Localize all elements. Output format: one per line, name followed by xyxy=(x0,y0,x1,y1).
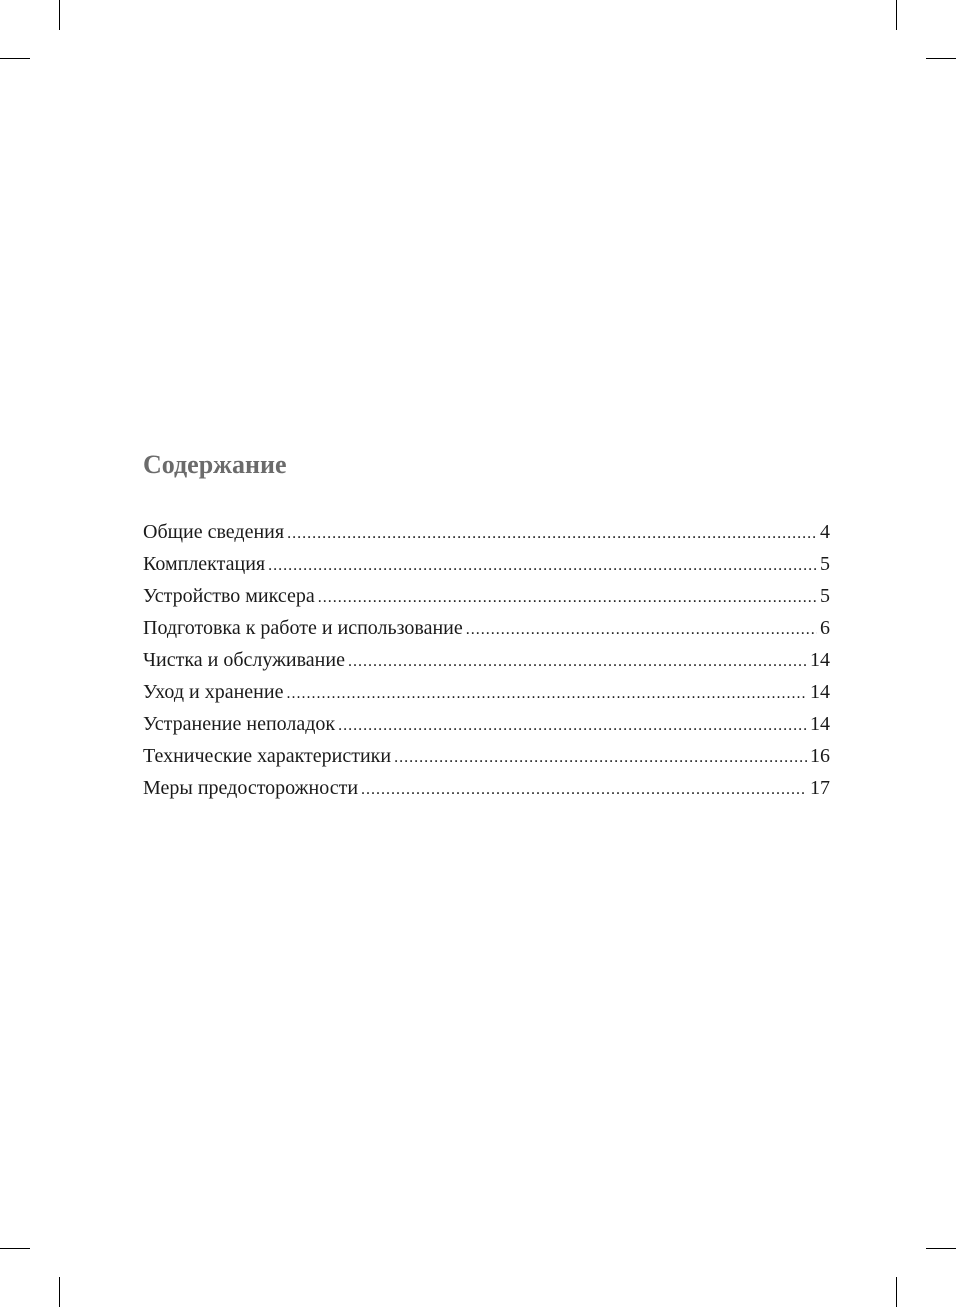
toc-item-page: 6 xyxy=(820,617,830,639)
toc-item[interactable] xyxy=(143,772,830,804)
toc-item-page: 14 xyxy=(810,713,830,735)
toc-item-page: 14 xyxy=(810,649,830,671)
toc-leader-dots xyxy=(287,518,817,548)
toc-item-label: Уход и хранение xyxy=(143,681,284,703)
toc-item-page: 17 xyxy=(810,777,830,799)
crop-mark-bottom-right-vertical xyxy=(896,1277,897,1307)
toc-item-label: Комплектация xyxy=(143,553,266,575)
toc-title: Содержание xyxy=(143,450,287,479)
toc-item[interactable] xyxy=(143,516,830,548)
toc-item[interactable] xyxy=(143,612,830,644)
toc-item-page: 14 xyxy=(810,681,830,703)
toc-leader-dots xyxy=(318,582,817,612)
toc-item-label: Устройство миксера xyxy=(143,585,315,607)
toc-leader-dots xyxy=(268,550,817,580)
toc-leader-dots xyxy=(338,710,807,740)
crop-mark-top-right-vertical xyxy=(896,0,897,30)
toc-item-label: Меры предосторожности xyxy=(143,777,359,799)
toc-item[interactable] xyxy=(143,548,830,580)
toc-item-label: Подготовка к работе и использование xyxy=(143,617,463,639)
crop-mark-bottom-right-horizontal xyxy=(926,1248,956,1249)
table-of-contents xyxy=(143,448,830,804)
toc-item[interactable] xyxy=(143,644,830,676)
toc-item-page: 16 xyxy=(810,745,830,767)
toc-leader-dots xyxy=(361,774,807,804)
toc-list xyxy=(143,516,830,804)
toc-item-label: Чистка и обслуживание xyxy=(143,649,345,671)
toc-item-page: 4 xyxy=(820,521,830,543)
toc-item-label: Технические характеристики xyxy=(143,745,392,767)
crop-mark-top-left-horizontal xyxy=(0,58,30,59)
toc-item-page: 5 xyxy=(820,585,830,607)
toc-item[interactable] xyxy=(143,580,830,612)
toc-item[interactable] xyxy=(143,676,830,708)
crop-mark-top-right-horizontal xyxy=(926,58,956,59)
crop-mark-bottom-left-horizontal xyxy=(0,1248,30,1249)
toc-item-label: Общие сведения xyxy=(143,521,285,543)
toc-item[interactable] xyxy=(143,740,830,772)
toc-leader-dots xyxy=(286,678,807,708)
toc-leader-dots xyxy=(394,742,807,772)
crop-mark-bottom-left-vertical xyxy=(59,1277,60,1307)
toc-item-page: 5 xyxy=(820,553,830,575)
crop-mark-top-left-vertical xyxy=(59,0,60,30)
toc-leader-dots xyxy=(466,614,817,644)
toc-leader-dots xyxy=(348,646,807,676)
toc-item[interactable] xyxy=(143,708,830,740)
toc-item-label: Устранение неполадок xyxy=(143,713,336,735)
